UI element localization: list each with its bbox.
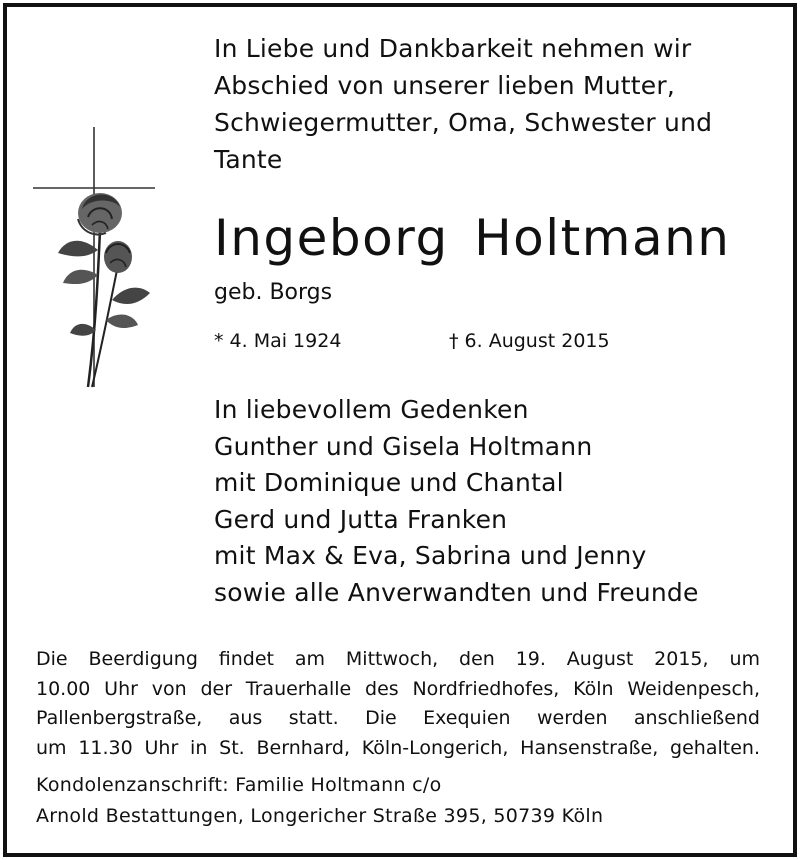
birth-date: * 4. Mai 1924	[214, 330, 342, 352]
deceased-name: Ingeborg Holtmann	[214, 209, 731, 267]
funeral-line: 10.00 Uhr von der Trauerhalle des Nordfriedhofes, Köln Weidenpesch,	[36, 677, 760, 700]
funeral-line: um 11.30 Uhr in St. Bernhard, Köln-Longerich, Hansenstraße, gehalten.	[36, 736, 760, 759]
intro-line: Schwiegermutter, Oma, Schwester und	[214, 108, 713, 137]
mourner-line: mit Max & Eva, Sabrina und Jenny	[214, 541, 647, 570]
intro-line: Abschied von unserer lieben Mutter,	[214, 71, 675, 100]
mourner-line: In liebevollem Gedenken	[214, 395, 529, 424]
intro-text	[214, 30, 774, 178]
mourner-line: Gunther und Gisela Holtmann	[214, 431, 593, 461]
condolence-line: Kondolenzanschrift: Familie Holtmann c/o	[36, 774, 442, 796]
condolence-address	[36, 770, 760, 832]
intro-line: In Liebe und Dankbarkeit nehmen wir	[214, 34, 692, 63]
funeral-line: Pallenbergstraße, aus statt. Die Exequien werden anschließend	[36, 707, 760, 729]
mourner-line: Gerd und Jutta Franken	[214, 504, 508, 534]
cross-with-rose-icon	[30, 125, 160, 395]
condolence-line: Arnold Bestattungen, Longericher Straße 395, 50739 Köln	[36, 805, 604, 827]
mourners-list	[214, 392, 784, 611]
death-date: † 6. August 2015	[449, 330, 610, 352]
intro-line: Tante	[214, 145, 283, 174]
funeral-line: Die Beerdigung findet am Mittwoch, den 19. August 2015, um	[36, 648, 760, 670]
funeral-details	[36, 645, 760, 763]
maiden-name: geb. Borgs	[214, 280, 333, 305]
mourner-line: sowie alle Anverwandten und Freunde	[214, 577, 699, 607]
mourner-line: mit Dominique und Chantal	[214, 468, 564, 497]
